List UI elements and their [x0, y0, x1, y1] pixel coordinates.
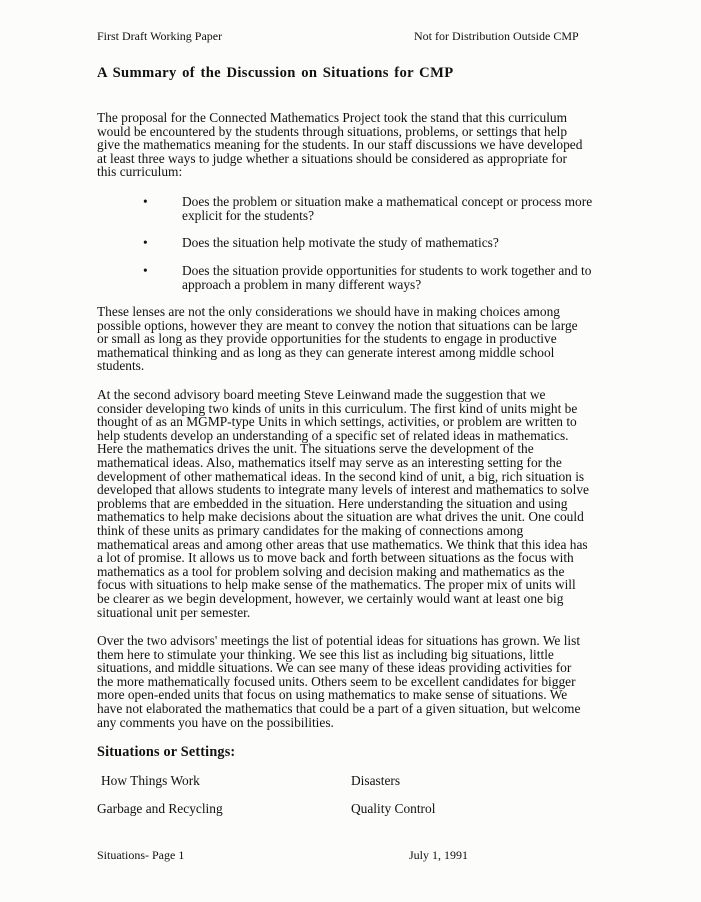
text-line: consider developing two kinds of units in this curriculum. The first kind of units might be [97, 400, 578, 416]
text-line: possible options, however they are meant to convey the notion that situations can be large [97, 317, 578, 333]
intro-paragraph [97, 111, 617, 179]
text-line: students. [97, 358, 145, 374]
footer-page-label: Situations- Page 1 [97, 848, 185, 862]
text-line: Does the situation help motivate the study of mathematics? [182, 235, 499, 250]
text-line: think of these units as primary candidates for the making of connections among [97, 522, 524, 538]
text-line: mathematics to help make decisions about the situation are what drives the unit. One could [97, 509, 584, 525]
text-line: mathematical ideas. Also, mathematics itself may serve as an interesting setting for the [97, 454, 562, 470]
situation-item-disasters: Disasters [351, 773, 401, 788]
advisors-paragraph [97, 634, 617, 729]
text-line: development of other mathematical ideas. In the second kind of unit, a big, rich situation is [97, 468, 585, 484]
text-line: help students develop an understanding of a specific set of related ideas in mathematics. [97, 427, 569, 443]
text-line: at least three ways to judge whether a situations should be considered as appropriate for [97, 150, 568, 166]
bullet-icon: • [143, 194, 148, 209]
text-line: the more mathematically focused units. Others seem to be excellent candidates for bigger [97, 673, 576, 689]
bullet-icon: • [143, 235, 148, 250]
bullet-text [182, 264, 591, 291]
text-line: focus with situations to help make sense of the mathematics. The proper mix of units will [97, 577, 576, 593]
text-line: approach a problem in many different ways? [182, 276, 422, 292]
text-line: them here to stimulate your thinking. We see this list as including big situations, little [97, 646, 554, 662]
text-line: situational unit per semester. [97, 604, 251, 620]
bullet-text [182, 236, 499, 250]
bullet-text [182, 195, 592, 222]
situation-item-quality-control: Quality Control [351, 801, 436, 816]
text-line: These lenses are not the only considerations we should have in making choices among [97, 304, 560, 319]
text-line: have not elaborated the mathematics that could be a part of a given situation, but welcome [97, 700, 581, 716]
text-line: Does the situation provide opportunities for students to work together and to [182, 263, 592, 278]
advisory-paragraph [97, 388, 617, 619]
text-line: problems that are embedded in the situation. Here understanding the situation and using [97, 495, 568, 511]
text-line: Here the mathematics drives the unit. The situations serve the development of the [97, 441, 534, 457]
running-header-right: Not for Distribution Outside CMP [414, 29, 579, 43]
text-line: this curriculum: [97, 164, 183, 180]
document-title: A Summary of the Discussion on Situations for CMP [97, 65, 454, 81]
text-line: Does the problem or situation make a mathematical concept or process more [182, 194, 593, 209]
text-line: give the mathematics meaning for the students. In our staff discussions we have developed [97, 137, 583, 153]
text-line: mathematical thinking and as long as they can generate interest among middle school [97, 344, 555, 360]
footer-date: July 1, 1991 [409, 848, 469, 862]
situation-item-how-things-work: How Things Work [101, 773, 200, 788]
text-line: developed that allows students to integrate many levels of interest and mathematics to solve [97, 482, 589, 498]
bullet-icon: • [143, 263, 148, 278]
text-line: would be encountered by the students through situations, problems, or settings that help [97, 123, 568, 139]
text-line: thought of as an MGMP-type Units in which settings, activities, or problem are written to [97, 414, 577, 430]
text-line: any comments you have on the possibilities. [97, 714, 334, 730]
text-line: The proposal for the Connected Mathematics Project took the stand that this curriculum [97, 110, 568, 125]
text-line: explicit for the students? [182, 207, 315, 223]
situation-item-garbage-recycling: Garbage and Recycling [97, 801, 223, 816]
text-line: mathematical areas and among other areas that use mathematics. We think that this idea has [97, 536, 588, 552]
text-line: situations, and middle situations. We can see many of these ideas providing activities for [97, 660, 572, 676]
text-line: At the second advisory board meeting Steve Leinwand made the suggestion that we [97, 387, 546, 402]
text-line: or small as long as they provide opportunities for the students to engage in productive [97, 331, 557, 347]
text-line: a lot of promise. It allows us to move back and forth between situations as the focus with [97, 550, 574, 566]
running-header-left: First Draft Working Paper [97, 29, 223, 43]
text-line: Over the two advisors' meetings the list of potential ideas for situations has grown. We list [97, 633, 581, 648]
text-line: more open-ended units that focus on using mathematics to make sense of situations. We [97, 687, 568, 703]
situations-heading: Situations or Settings: [97, 744, 236, 760]
lenses-paragraph [97, 305, 617, 373]
text-line: mathematics as a tool for problem solving and decision making and mathematics as the [97, 563, 565, 579]
text-line: be clearer as we begin development, however, we certainly would want at least one big [97, 590, 564, 606]
